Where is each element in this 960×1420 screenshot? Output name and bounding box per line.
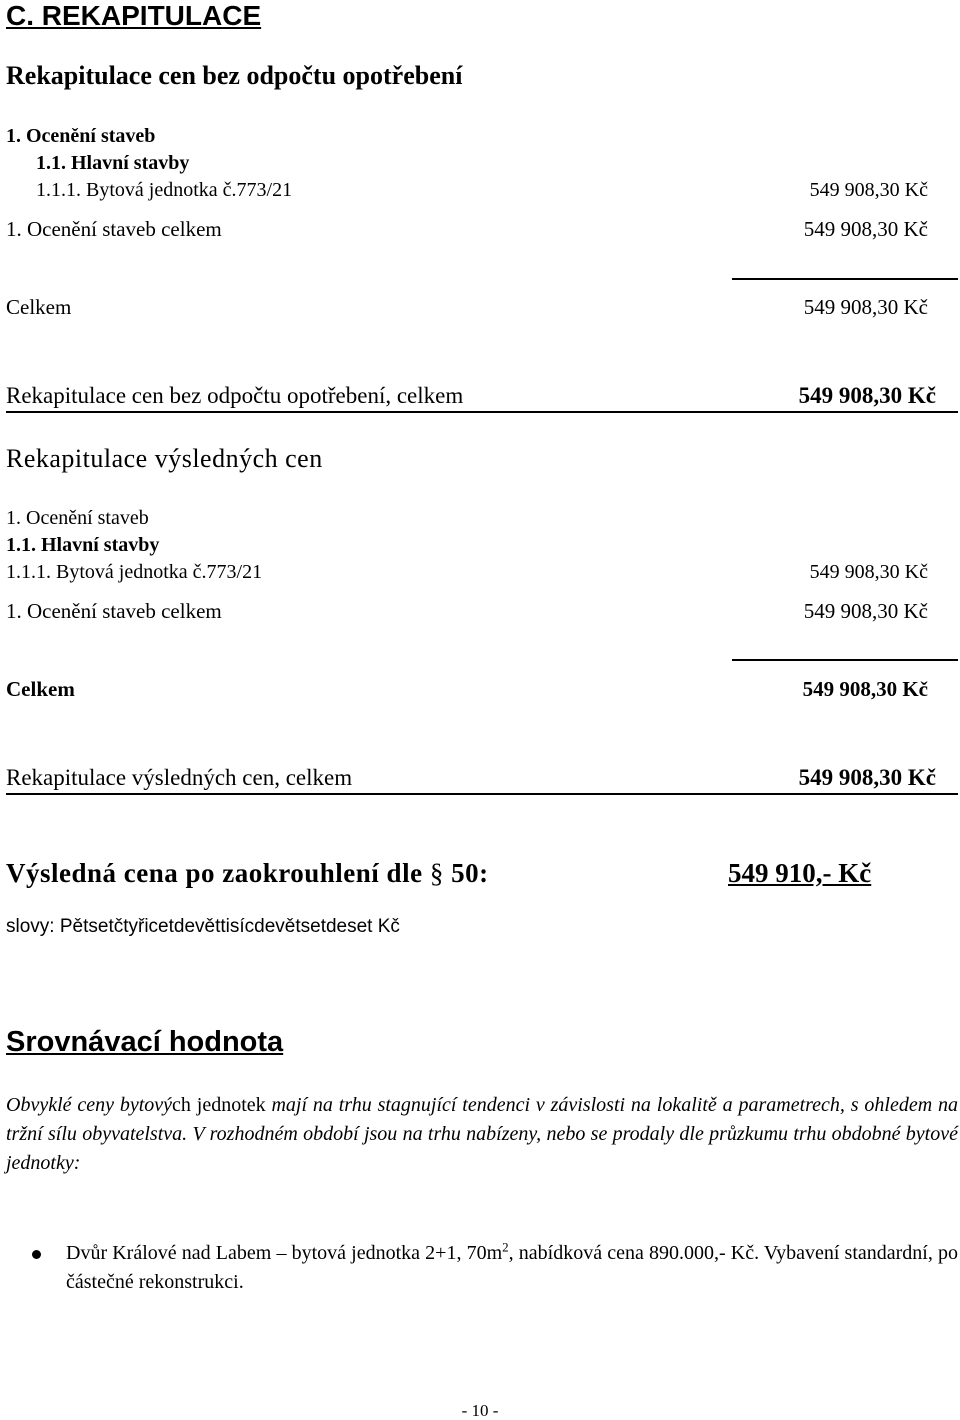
final-price-label-text: Výsledná cena po zaokrouhlení dle	[6, 858, 423, 888]
block2-subtotal-value: 549 908,30 Kč	[803, 599, 928, 623]
list-item-text-2: , nabídková cena 890.000,- Kč. Vybavení standardní, po částečné rekonstrukci.	[66, 1242, 958, 1293]
block2-item-1-1: 1.1. Hlavní stavby	[6, 534, 160, 556]
block2-total-value: 549 908,30 Kč	[802, 677, 928, 701]
block1-total-value: 549 908,30 Kč	[803, 295, 928, 319]
price-in-words-text: Pětsetčtyřicetdevěttisícdevětsetdeset Kč	[59, 916, 400, 937]
paragraph-sign-icon: §	[429, 858, 444, 888]
block1-item-1-1-1: 1.1.1. Bytová jednotka č.773/21	[36, 179, 293, 201]
section-heading: C. REKAPITULACE	[6, 0, 262, 31]
block1-grand-value: 549 908,30 Kč	[798, 383, 936, 408]
page-number: - 10 -	[461, 1401, 499, 1420]
comparison-paragraph-part-1: Obvyklé ceny bytový	[6, 1094, 173, 1116]
block2-total-label: Celkem	[6, 677, 75, 701]
block1-subtotal-value: 549 908,30 Kč	[803, 217, 928, 241]
block2-item-1-1-1: 1.1.1. Bytová jednotka č.773/21	[6, 561, 263, 583]
comparison-paragraph-part-3: mají na trhu stagnující tendenci v závislosti na lokalitě a parametrech, s ohledem na tržní sílu obyvatelstva.	[6, 1094, 959, 1145]
block2-title: Rekapitulace výsledných cen	[6, 444, 323, 473]
final-price-value: 549 910,- Kč	[728, 858, 872, 888]
block2-grand-label: Rekapitulace výsledných cen, celkem	[6, 765, 353, 790]
comparison-heading: Srovnávací hodnota	[6, 1026, 284, 1058]
price-in-words	[6, 914, 400, 940]
block1-item-1: 1. Ocenění staveb	[6, 125, 156, 147]
block2-item-1-1-1-value: 549 908,30 Kč	[809, 561, 928, 583]
list-item-text-1: Dvůr Králové nad Labem – bytová jednotka 2+1, 70m	[66, 1242, 503, 1264]
block1-title: Rekapitulace cen bez odpočtu opotřebení	[6, 61, 463, 90]
block2-grand-value: 549 908,30 Kč	[798, 765, 936, 790]
final-price-label	[6, 856, 489, 890]
price-in-words-prefix: slovy:	[6, 916, 55, 937]
block1-subtotal-label: 1. Ocenění staveb celkem	[6, 217, 222, 241]
block2-sum-rule	[732, 659, 958, 661]
final-price-paragraph: 50:	[451, 858, 489, 888]
comparison-paragraph-part-4: V rozhodném období jsou na trhu nabízeny, nebo se prodaly dle průzkumu trhu obdobné bytové jednotky:	[6, 1123, 958, 1174]
comparison-paragraph-part-2: ch jednotek	[172, 1094, 272, 1116]
bullet-icon	[32, 1250, 41, 1259]
block1-item-1-1-1-value: 549 908,30 Kč	[809, 179, 928, 201]
block2-subtotal-label: 1. Ocenění staveb celkem	[6, 599, 222, 623]
block1-item-1-1: 1.1. Hlavní stavby	[36, 152, 190, 174]
block2-grand-rule	[6, 793, 958, 795]
comparison-paragraph	[6, 1091, 958, 1178]
list-item	[66, 1239, 958, 1297]
block1-total-label: Celkem	[6, 295, 72, 319]
block1-sum-rule	[732, 278, 958, 280]
block1-grand-label: Rekapitulace cen bez odpočtu opotřebení, celkem	[6, 383, 464, 408]
list-item-sup: 2	[502, 1239, 509, 1255]
block1-grand-rule	[6, 411, 958, 413]
block2-item-1: 1. Ocenění staveb	[6, 507, 149, 529]
